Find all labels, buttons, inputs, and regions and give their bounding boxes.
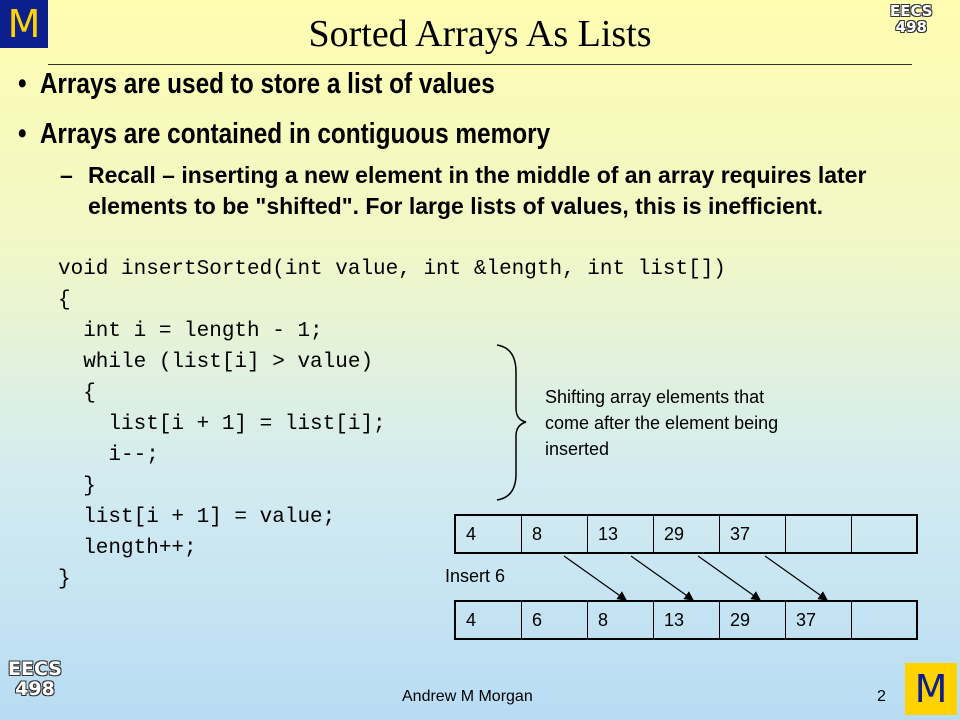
- shift-arrow: [564, 556, 626, 600]
- array-before: [454, 514, 918, 554]
- array-cell: 6: [522, 602, 588, 638]
- code-line: while (list[i] > value): [58, 351, 374, 374]
- array-cell: 37: [720, 516, 786, 552]
- code-line: list[i + 1] = list[i];: [58, 413, 386, 436]
- code-line: {: [58, 289, 71, 312]
- bullet-dot: •: [18, 68, 27, 100]
- badge-line2: 498: [895, 17, 927, 36]
- code-line: length++;: [58, 537, 197, 560]
- array-cell: 4: [456, 602, 522, 638]
- code-line: list[i + 1] = value;: [58, 506, 336, 529]
- badge-line2: 498: [15, 677, 55, 700]
- curly-brace: [497, 345, 526, 500]
- sub-bullet-text: Recall – inserting a new element in the middle of an array requires later elements to be "shifted". For large lists of values, this is inefficient.: [88, 162, 867, 219]
- array-cell: [852, 516, 916, 552]
- array-cell: 29: [720, 602, 786, 638]
- slide-title: Sorted Arrays As Lists: [308, 13, 652, 55]
- array-cell: 37: [786, 602, 852, 638]
- array-cell: [852, 602, 916, 638]
- code-line: i--;: [58, 444, 159, 467]
- bullet-dot: •: [18, 118, 27, 150]
- page-number: 2: [877, 688, 886, 705]
- sub-bullet-dash: –: [60, 162, 73, 188]
- badge-line1: EECS: [890, 2, 933, 20]
- code-line: int i = length - 1;: [58, 320, 323, 343]
- array-after: [454, 600, 918, 640]
- array-cell: [786, 516, 852, 552]
- code-line: }: [58, 475, 96, 498]
- bullet-text: Arrays are used to store a list of values: [39, 68, 495, 100]
- code-line: }: [58, 568, 71, 591]
- shift-arrow: [631, 556, 693, 600]
- code-line: {: [58, 382, 96, 405]
- array-cell: 13: [588, 516, 654, 552]
- badge-line1: EECS: [8, 658, 62, 680]
- logo-letter: M: [914, 667, 948, 711]
- logo-letter: M: [7, 2, 41, 46]
- array-cell: 4: [456, 516, 522, 552]
- shift-annotation: Shifting array elements that come after the element being inserted: [545, 387, 779, 459]
- array-cell: 29: [654, 516, 720, 552]
- array-cell: 8: [522, 516, 588, 552]
- array-cell: 13: [654, 602, 720, 638]
- footer-author: Andrew M Morgan: [402, 688, 533, 705]
- array-cell: 8: [588, 602, 654, 638]
- bullet-text: Arrays are contained in contiguous memory: [39, 118, 551, 150]
- shift-arrow: [765, 556, 827, 600]
- code-line: void insertSorted(int value, int &length, int list[]): [58, 258, 726, 281]
- insert-label: Insert 6: [445, 566, 506, 586]
- shift-arrow: [698, 556, 760, 600]
